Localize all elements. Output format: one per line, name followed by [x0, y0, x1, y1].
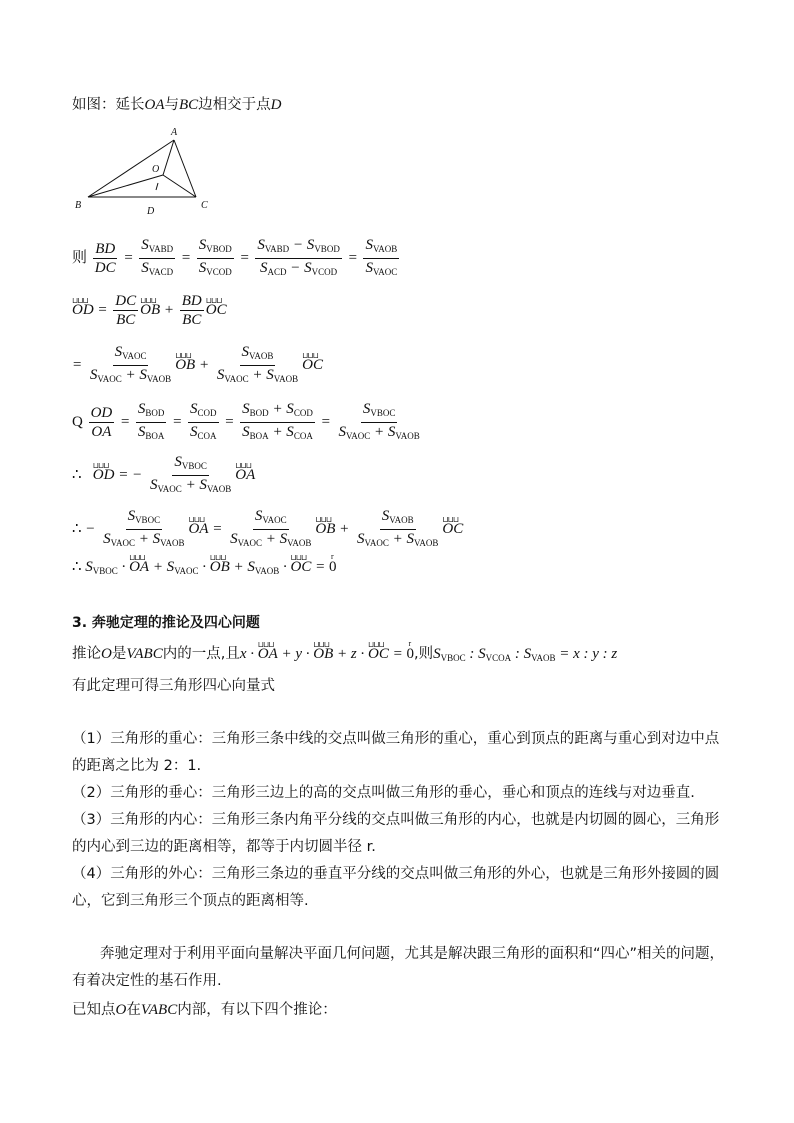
equation-1: 则 $\frac{BD}{DC}$ = $\frac{S_{VABD}}{S_{VACD}}$ = $\frac{S_{VBOD}}{S_{VCOD}}$ = $\frac{S_{VABD} - S_{VBOD}}{S_{ACD} - S_{VCOD}}$ = $\frac{S_{VAOB}}{S_{VAOC}}$ [72, 237, 398, 277]
equation-3: = $\frac{S_{VAOC}}{S_{VAOC} + S_{VAOB}}$ ⊔⊔⊔ OB + $\frac{S_{VAOB}}{S_{VAOC} + S_{VAOB}}$ ⊔⊔⊔ OC [72, 343, 323, 388]
var-d: D [270, 97, 282, 113]
orthocenter-item: （2）三角形的垂心：三角形三边上的高的交点叫做三角形的垂心，垂心和顶点的连线与对边垂直. [72, 785, 695, 801]
known-line: 已知点O在VABC内部，有以下四个推论： [72, 1002, 337, 1018]
summary-paragraph: 奔驰定理对于利用平面向量解决平面几何问题，尤其是解决跟三角形的面积和“四心”相关的问题，有着决定性的基石作用. [72, 946, 725, 989]
incenter-item: （3）三角形的内心：三角形三条内角平分线的交点叫做三角形的内心，也就是内切圆的圆心，三角形的内心到三边的距离相等，都等于内切圆半径 r. [72, 812, 720, 855]
equation-7: ∴ $S_{VBOC}$ · ⊔⊔⊔ OA + $S_{VAOC}$ · ⊔⊔⊔ OB + $S_{VAOB}$ · ⊔⊔⊔ OC = r 0 [72, 557, 336, 581]
triangle-figure [72, 122, 222, 220]
equation-2: ⊔⊔⊔ OD = $\frac{DC}{BC}$ ⊔⊔⊔ OB + $\frac{BD}{BC}$ ⊔⊔⊔ OC [72, 292, 227, 329]
circumcenter-item: （4）三角形的外心：三角形三条边的垂直平分线的交点叫做三角形的外心，也就是三角形外接圆的圆心，它到三角形三个顶点的距离相等. [72, 866, 720, 909]
var-oa: OA [144, 97, 165, 113]
equation-6: ∴ − $\frac{S_{VBOC}}{S_{VAOC} + S_{VAOB}}$ ⊔⊔⊔ OA = $\frac{S_{VAOC}}{S_{VAOC} + S_{VAOB}}$ ⊔⊔⊔ OB + $\frac{S_{VAOB}}{S_{VAOC} + S_{VAOB}}$ ⊔⊔⊔ OC [72, 507, 463, 552]
equation-5: ∴ ⊔⊔⊔ OD = − $\frac{S_{VBOC}}{S_{VAOC} + S_{VAOB}}$ ⊔⊔⊔ OA [72, 453, 255, 498]
var-bc: BC [179, 97, 199, 113]
vector-formula-intro: 有此定理可得三角形四心向量式 [72, 678, 275, 694]
label-c: C [201, 200, 208, 211]
corollary-line: 推论O是VABC内的一点,且x · ⊔⊔⊔ OA + y · ⊔⊔⊔ OB + z · ⊔⊔⊔ OC = r 0,则$S_{VBOC}$ : $S_{VCOA}$ : $S_{VAOB} = x$ : y : z [72, 644, 617, 668]
label-a: A [171, 127, 178, 138]
centroid-item: （1）三角形的重心：三角形三条中线的交点叫做三角形的重心，重心到顶点的距离与重心到对边中点的距离之比为 2：1. [72, 731, 720, 774]
intro-line: 如图：延长OA与BC边相交于点D [72, 97, 282, 113]
label-d: D [147, 206, 155, 217]
label-b: B [75, 200, 82, 211]
equation-4: Q $\frac{OD}{OA}$ = $\frac{S_{BOD}}{S_{BOA}}$ = $\frac{S_{COD}}{S_{COA}}$ = $\frac{S_{BOD} + S_{COD}}{S_{BOA} + S_{COA}}$ = $\frac{S_{VBOC}}{S_{VAOC} + S_{VAOB}}$ [72, 401, 420, 441]
section-3-heading: 3. 奔驰定理的推论及四心问题 [72, 615, 260, 631]
label-o: O [152, 164, 160, 175]
